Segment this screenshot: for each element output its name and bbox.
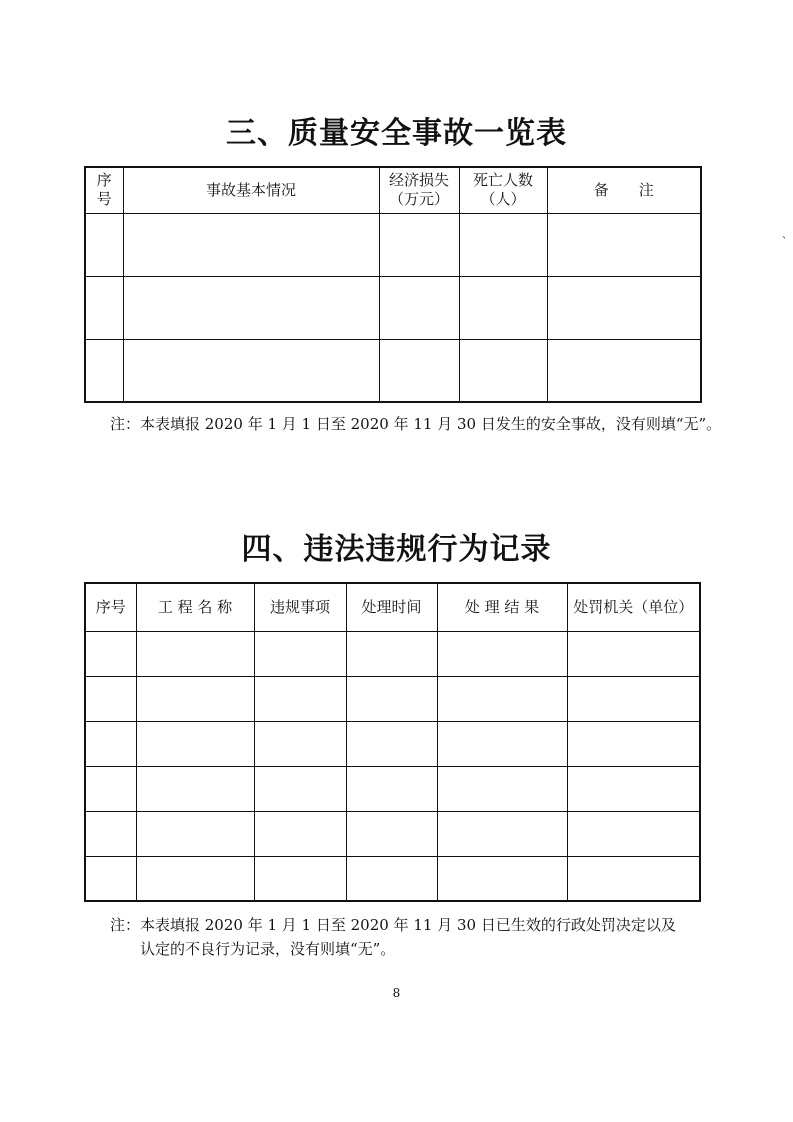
table-cell[interactable] bbox=[85, 766, 136, 811]
table-cell[interactable] bbox=[85, 721, 136, 766]
header-economic-loss-line2: （万元） bbox=[388, 190, 449, 209]
table-cell[interactable] bbox=[437, 856, 567, 901]
header-project-name: 工 程 名 称 bbox=[136, 583, 254, 631]
table-cell[interactable] bbox=[85, 631, 136, 676]
header-serial: 序号 bbox=[85, 583, 136, 631]
table-cell[interactable] bbox=[437, 676, 567, 721]
header-economic-loss bbox=[379, 167, 459, 213]
violation-table bbox=[84, 582, 701, 902]
table-cell[interactable] bbox=[136, 811, 254, 856]
table-cell[interactable] bbox=[547, 276, 701, 339]
table-row bbox=[85, 856, 700, 901]
table-cell[interactable] bbox=[85, 856, 136, 901]
table-cell[interactable] bbox=[123, 339, 379, 402]
table-row bbox=[85, 213, 701, 276]
accident-table bbox=[84, 166, 702, 403]
table-cell[interactable] bbox=[85, 676, 136, 721]
table-cell[interactable] bbox=[379, 339, 459, 402]
table-cell[interactable] bbox=[567, 721, 700, 766]
table-cell[interactable] bbox=[85, 276, 123, 339]
table-row bbox=[85, 631, 700, 676]
table-cell[interactable] bbox=[346, 766, 437, 811]
table-cell[interactable] bbox=[136, 676, 254, 721]
table-header-row bbox=[85, 167, 701, 213]
table-cell[interactable] bbox=[437, 631, 567, 676]
table-cell[interactable] bbox=[346, 811, 437, 856]
table-cell[interactable] bbox=[567, 856, 700, 901]
table-cell[interactable] bbox=[379, 276, 459, 339]
section3-title: 三、质量安全事故一览表 bbox=[226, 116, 567, 151]
table-cell[interactable] bbox=[379, 213, 459, 276]
page-number: 8 bbox=[392, 986, 401, 1000]
margin-mark: 、 bbox=[782, 230, 792, 241]
table-cell[interactable] bbox=[123, 213, 379, 276]
table-row bbox=[85, 276, 701, 339]
violation-table-note bbox=[110, 913, 676, 961]
table-row bbox=[85, 721, 700, 766]
accident-table-note: 注：本表填报 2020 年 1 月 1 日至 2020 年 11 月 30 日发生的安全事故，没有则填“无”。 bbox=[110, 415, 722, 433]
table-cell[interactable] bbox=[567, 766, 700, 811]
header-serial bbox=[85, 167, 123, 213]
header-handling-result: 处 理 结 果 bbox=[437, 583, 567, 631]
header-penalty-authority: 处罚机关（单位） bbox=[567, 583, 700, 631]
violation-note-line1: 注：本表填报 2020 年 1 月 1 日至 2020 年 11 月 30 日已生效的行政处罚决定以及 bbox=[110, 916, 676, 934]
header-deaths-line1: 死亡人数 bbox=[472, 171, 533, 190]
table-cell[interactable] bbox=[254, 721, 346, 766]
table-cell[interactable] bbox=[459, 276, 547, 339]
table-cell[interactable] bbox=[136, 721, 254, 766]
table-cell[interactable] bbox=[254, 631, 346, 676]
table-cell[interactable] bbox=[459, 213, 547, 276]
header-serial-line2: 号 bbox=[96, 190, 112, 209]
header-handling-time: 处理时间 bbox=[346, 583, 437, 631]
table-cell[interactable] bbox=[567, 631, 700, 676]
table-cell[interactable] bbox=[346, 676, 437, 721]
table-row bbox=[85, 676, 700, 721]
table-cell[interactable] bbox=[254, 811, 346, 856]
table-cell[interactable] bbox=[136, 766, 254, 811]
table-cell[interactable] bbox=[85, 811, 136, 856]
header-violation: 违规事项 bbox=[254, 583, 346, 631]
header-economic-loss-line1: 经济损失 bbox=[388, 171, 449, 190]
table-cell[interactable] bbox=[437, 766, 567, 811]
table-cell[interactable] bbox=[459, 339, 547, 402]
header-accident-basics: 事故基本情况 bbox=[123, 167, 379, 213]
table-cell[interactable] bbox=[85, 213, 123, 276]
violation-note-line2: 认定的不良行为记录，没有则填“无”。 bbox=[140, 940, 396, 958]
header-serial-line1: 序 bbox=[96, 171, 112, 190]
table-cell[interactable] bbox=[254, 766, 346, 811]
header-remarks: 备 注 bbox=[547, 167, 701, 213]
table-header-row bbox=[85, 583, 700, 631]
table-cell[interactable] bbox=[85, 339, 123, 402]
header-deaths bbox=[459, 167, 547, 213]
table-cell[interactable] bbox=[437, 811, 567, 856]
table-cell[interactable] bbox=[567, 676, 700, 721]
table-row bbox=[85, 811, 700, 856]
table-cell[interactable] bbox=[136, 856, 254, 901]
table-cell[interactable] bbox=[346, 721, 437, 766]
table-cell[interactable] bbox=[567, 811, 700, 856]
table-row bbox=[85, 339, 701, 402]
table-cell[interactable] bbox=[547, 339, 701, 402]
table-cell[interactable] bbox=[437, 721, 567, 766]
table-cell[interactable] bbox=[136, 631, 254, 676]
table-cell[interactable] bbox=[254, 856, 346, 901]
table-row bbox=[85, 766, 700, 811]
header-deaths-line2: （人） bbox=[480, 190, 526, 209]
section4-title: 四、违法违规行为记录 bbox=[241, 532, 552, 567]
table-cell[interactable] bbox=[254, 676, 346, 721]
table-cell[interactable] bbox=[123, 276, 379, 339]
table-cell[interactable] bbox=[547, 213, 701, 276]
table-cell[interactable] bbox=[346, 631, 437, 676]
table-cell[interactable] bbox=[346, 856, 437, 901]
